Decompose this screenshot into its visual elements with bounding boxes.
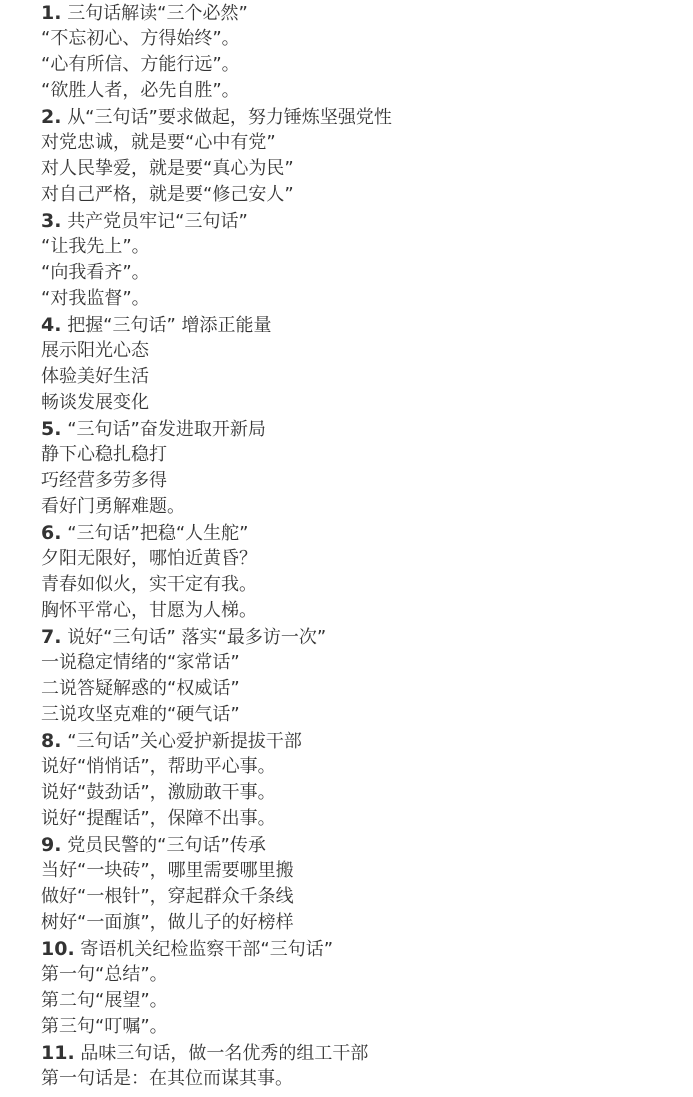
- section-line: 胸怀平常心，甘愿为人梯。: [41, 600, 257, 621]
- section-heading: [41, 0, 681, 26]
- section-number: 6.: [41, 522, 62, 544]
- section-number: 3.: [41, 210, 62, 232]
- section-line: 二说答疑解惑的“权威话”: [41, 678, 240, 699]
- section-line: 树好“一面旗”，做儿子的好榜样: [41, 912, 294, 933]
- section-title: 品味三句话，做一名优秀的组工干部: [80, 1043, 369, 1064]
- document-body: [41, 0, 681, 1092]
- section-heading: [41, 312, 681, 338]
- section-number: 9.: [41, 834, 62, 856]
- section-heading: [41, 1040, 681, 1066]
- section-title: 共产党员牢记“三句话”: [67, 211, 248, 232]
- section-line: 第一句话是：在其位而谋其事。: [41, 1068, 293, 1089]
- section-number: 2.: [41, 106, 62, 128]
- section-line: 一说稳定情绪的“家常话”: [41, 652, 240, 673]
- section-line: 说好“提醒话”，保障不出事。: [41, 808, 276, 829]
- section-title: 从“三句话”要求做起，努力锤炼坚强党性: [67, 107, 392, 128]
- section-number: 10.: [41, 938, 75, 960]
- section-line: 展示阳光心态: [41, 340, 149, 361]
- section-line: 畅谈发展变化: [41, 392, 149, 413]
- section-line: “让我先上”。: [41, 236, 150, 257]
- section-heading: [41, 104, 681, 130]
- section-heading: [41, 208, 681, 234]
- section-title: “三句话”奋发进取开新局: [67, 419, 266, 440]
- section-line: 第一句“总结”。: [41, 964, 168, 985]
- section-line: 第三句“叮嘱”。: [41, 1016, 168, 1037]
- section-title: 党员民警的“三句话”传承: [67, 835, 266, 856]
- section-heading: [41, 832, 681, 858]
- section-title: 寄语机关纪检监察干部“三句话”: [80, 939, 334, 960]
- section-line: 第二句“展望”。: [41, 990, 168, 1011]
- section-title: 说好“三句话” 落实“最多访一次”: [67, 627, 327, 648]
- section-heading: [41, 936, 681, 962]
- section-number: 11.: [41, 1042, 75, 1064]
- section-line: 体验美好生活: [41, 366, 149, 387]
- section-heading: [41, 728, 681, 754]
- section-line: 做好“一根针”，穿起群众千条线: [41, 886, 294, 907]
- section-title: 三句话解读“三个必然”: [67, 3, 248, 24]
- section-line: “欲胜人者，必先自胜”。: [41, 80, 240, 101]
- section-number: 5.: [41, 418, 62, 440]
- section-line: 看好门勇解难题。: [41, 496, 185, 517]
- section-line: 说好“鼓劲话”，激励敢干事。: [41, 782, 276, 803]
- section-line: “不忘初心、方得始终”。: [41, 28, 240, 49]
- section-line: “向我看齐”。: [41, 262, 150, 283]
- section-number: 8.: [41, 730, 62, 752]
- section-line: “心有所信、方能行远”。: [41, 54, 240, 75]
- section-line: 夕阳无限好，哪怕近黄昏？: [41, 548, 257, 569]
- section-line: 巧经营多劳多得: [41, 470, 167, 491]
- section-line: 当好“一块砖”，哪里需要哪里搬: [41, 860, 294, 881]
- section-line: 静下心稳扎稳打: [41, 444, 167, 465]
- section-heading: [41, 624, 681, 650]
- section-title: “三句话”把稳“人生舵”: [67, 523, 249, 544]
- section-line: 青春如似火，实干定有我。: [41, 574, 257, 595]
- section-number: 4.: [41, 314, 62, 336]
- section-line: 对人民挚爱，就是要“真心为民”: [41, 158, 294, 179]
- section-number: 1.: [41, 2, 62, 24]
- section-heading: [41, 416, 681, 442]
- section-line: “对我监督”。: [41, 288, 150, 309]
- section-number: 7.: [41, 626, 62, 648]
- section-line: 对自己严格，就是要“修己安人”: [41, 184, 294, 205]
- section-line: 对党忠诚，就是要“心中有党”: [41, 132, 276, 153]
- section-line: 三说攻坚克难的“硬气话”: [41, 704, 240, 725]
- section-title: “三句话”关心爱护新提拔干部: [67, 731, 302, 752]
- section-line: 说好“悄悄话”，帮助平心事。: [41, 756, 276, 777]
- section-title: 把握“三句话” 增添正能量: [67, 315, 272, 336]
- section-heading: [41, 520, 681, 546]
